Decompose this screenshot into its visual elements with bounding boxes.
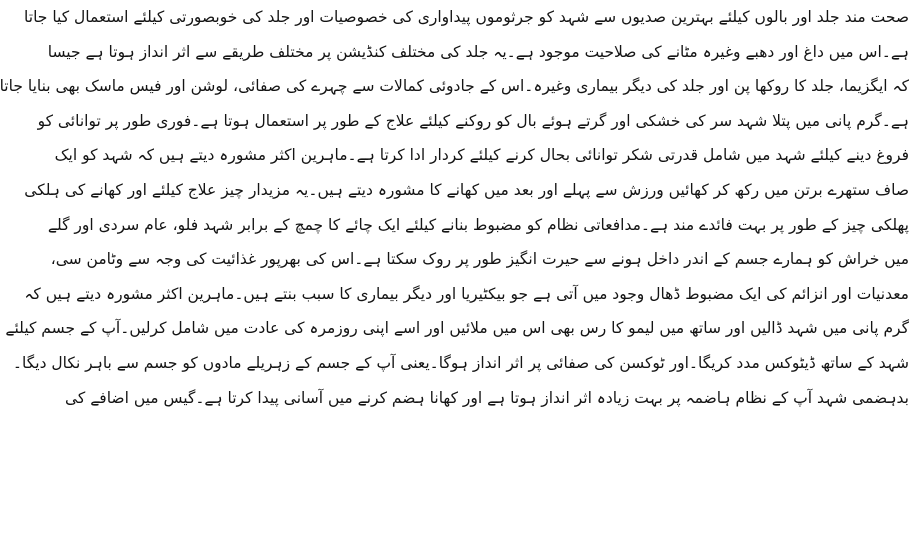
text-line-12: بدہضمی شہد آپ کے نظام ہاضمہ پر بہت زیادہ اثر انداز ہوتا ہے اور کھانا ہضم کرنے میں آسانی پیدا کرتا ہے۔گیس میں اضافے کی — [64, 388, 909, 407]
text-line-4: ہے۔گرم پانی میں پتلا شہد سر کی خشکی اور گرتے ہوئے بال کو روکنے کیلئے علاج کے طور پر استعمال ہوتا ہے۔فوری طور پر توانائی کو — [37, 111, 909, 130]
text-line-8: میں خراش کو ہمارے جسم کے اندر داخل ہونے سے حیرت انگیز طور پر روک سکتا ہے۔اس کی بھرپور غذائیت کی وجہ سے وٹامن سی، — [50, 250, 909, 269]
text-line-1: صحت مند جلد اور بالوں کیلئے بہترین صدیوں سے شہد کو جرثوموں پیداواری کی خصوصیات اور جلد کی خوبصورتی کیلئے استعمال کیا جاتا — [24, 8, 909, 26]
text-line-2: ہے۔اس میں داغ اور دھبے وغیرہ مٹانے کی صلاحیت موجود ہے۔یہ جلد کی مختلف کنڈیشن پر مختلف طریقے سے اثر انداز ہوتا ہے جیسا — [47, 42, 909, 61]
text-line-11: شہد کے ساتھ ڈیٹوکس مدد کریگا۔اور ٹوکسن کی صفائی پر اثر انداز ہوگا۔یعنی آپ کے جسم کے زہریلے مادوں کو جسم سے باہر نکال دیگا۔ — [12, 353, 909, 372]
text-line-6: صاف ستھرے برتن میں رکھ کر کھائیں ورزش سے پہلے اور بعد میں کھانے کا مشورہ دیتے ہیں۔یہ مزیدار چیز علاج کیلئے اور کھانے کی ہلکی — [24, 180, 909, 199]
text-line-9: معدنیات اور انزائم کی ایک مضبوط ڈھال وجود میں آتی ہے جو بیکٹیریا اور دیگر بیماری کا سبب بنتے ہیں۔ماہرین اکثر مشورہ دیتے ہیں کہ — [24, 284, 909, 303]
text-line-5: فروغ دینے کیلئے شہد میں شامل قدرتی شکر توانائی بحال کرنے کیلئے کردار ادا کرتا ہے۔ماہرین اکثر مشورہ دیتے ہیں کہ شہد کو ایک — [54, 146, 909, 165]
text-line-3: کہ ایگزیما، جلد کا روکھا پن اور جلد کی دیگر بیماری وغیرہ۔اس کے جادوئی کمالات سے چہرے کی صفائی، لوشن اور فیس ماسک بھی بنایا جاتا — [0, 77, 909, 96]
text-line-7: پھلکی چیز کے طور پر بہت فائدے مند ہے۔مدافعاتی نظام کو مضبوط بنانے کیلئے ایک چائے کا چمچ کے برابر شہد فلو، عام سردی اور گلے — [47, 215, 909, 234]
text-line-10: گرم پانی میں شہد ڈالیں اور ساتھ میں لیمو کا رس بھی اس میں ملائیں اور اسے اپنی روزمرہ کی عادت میں شامل کرلیں۔آپ کے جسم کیلئے — [5, 319, 909, 338]
